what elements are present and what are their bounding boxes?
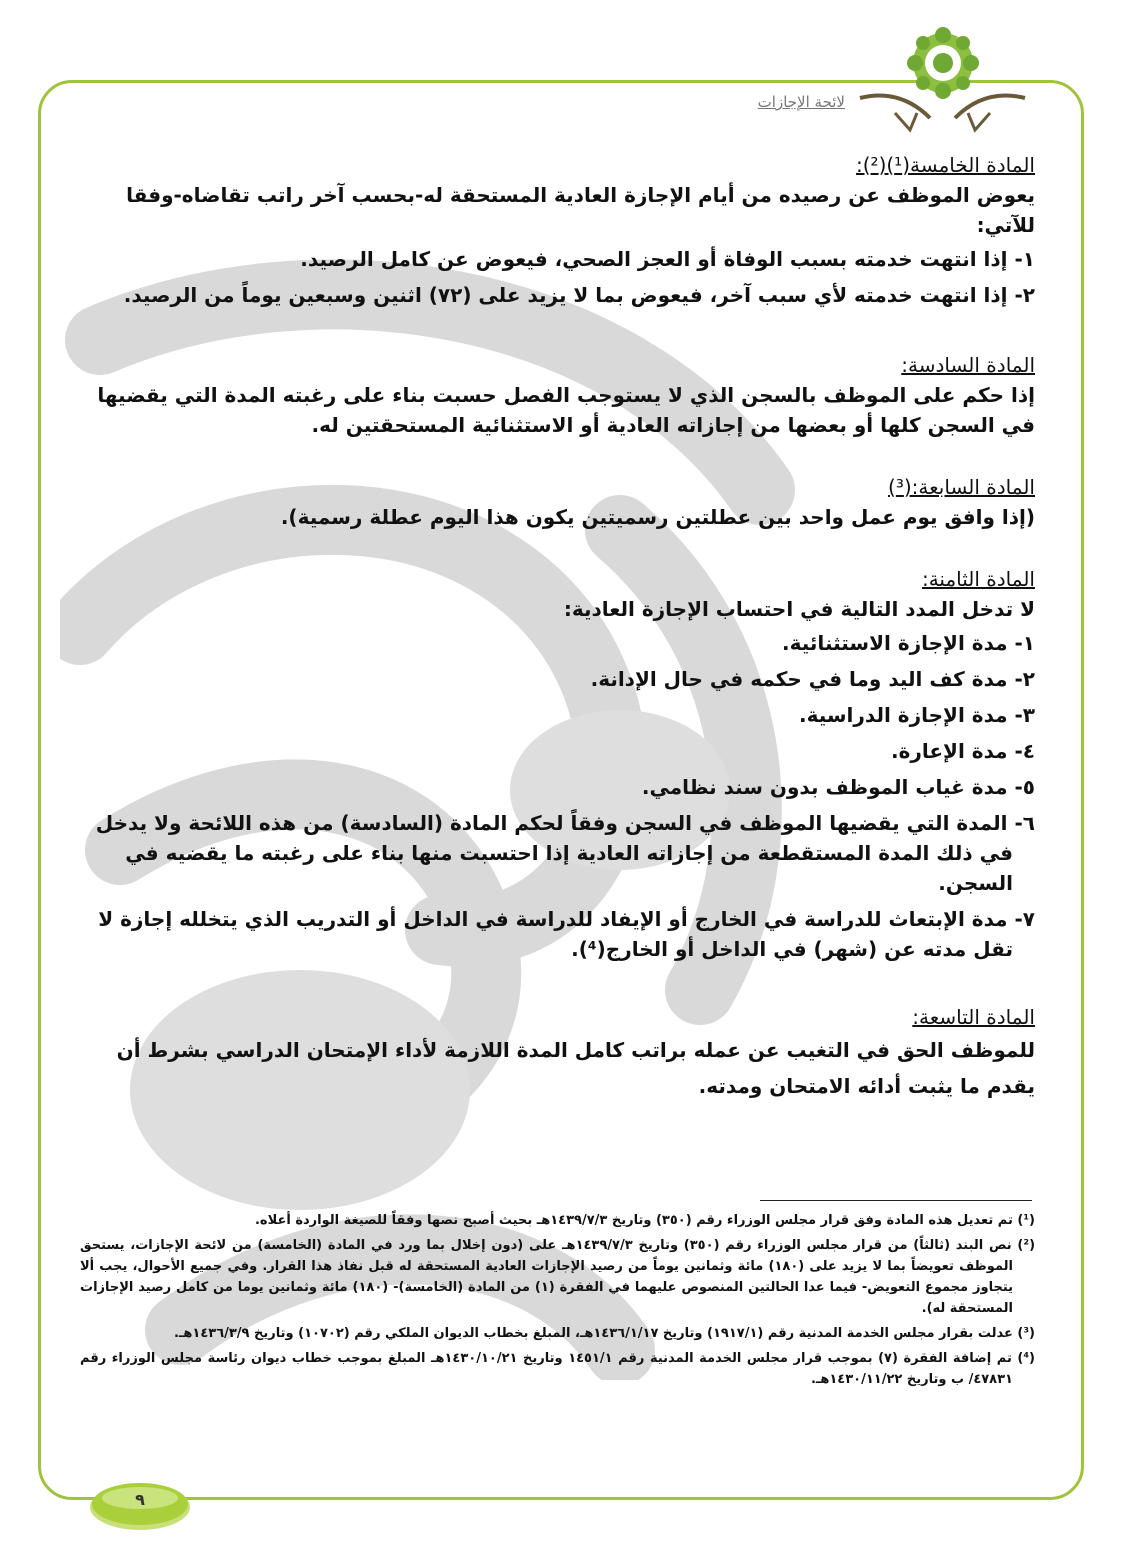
footnotes	[80, 1210, 1035, 1394]
list-item: ٤- مدة الإعارة.	[890, 739, 1035, 763]
articles-body	[80, 150, 1035, 1104]
article-6	[80, 350, 1035, 440]
article-text: (إذا وافق يوم عمل واحد بين عطلتين رسميتين يكون هذا اليوم عطلة رسمية).	[280, 505, 1035, 529]
footnote-2: (²) نص البند (ثالثاً) من قرار مجلس الوزراء رقم (٣٥٠) وتاريخ ١٤٣٩/٧/٣هـ على (دون إخلال بما ورد في المادة (الخامسة) من لائحة الإجازات، يستحق الموظف تعويضاً بما لا يزيد على (١٨٠) مائة وثمانين يوماً من رصيد الإجازات العادية المستحقة له قبل نفاذ هذا القرار. وفي جميع الأحوال، يجب ألا يتجاوز مجموع التعويض- فيما عدا الحالتين المنصوص عليهما في الفقرة (١) من المادة (الخامسة)- (١٨٠) مائة وثمانين يوما من كامل رصيد الإجازات المستحقة له).	[80, 1238, 1036, 1316]
list-item: ١- إذا انتهت خدمته بسبب الوفاة أو العجز الصحي، فيعوض عن كامل الرصيد.	[300, 247, 1035, 271]
document-title: لائحة الإجازات	[757, 93, 845, 111]
article-9	[80, 1002, 1035, 1104]
list-item: ٦- المدة التي يقضيها الموظف في السجن وفقاً لحكم المادة (السادسة) من هذه اللائحة ولا يدخل في ذلك المدة المستقطعة من إجازاته العادية إذا احتسبت منها بناء على رغبته ما يقضيه في السجن.	[95, 811, 1035, 895]
footnote-1: (¹) تم تعديل هذه المادة وفق قرار مجلس الوزراء رقم (٣٥٠) وتاريخ ١٤٣٩/٧/٣هـ بحيث أصبح نصها وفقاً للصيغة الواردة أعلاه.	[254, 1213, 1035, 1228]
article-text: للموظف الحق في التغيب عن عمله براتب كامل المدة اللازمة لأداء الإمتحان الدراسي بشرط أن يقدم ما يثبت أدائه الامتحان ومدته.	[116, 1038, 1035, 1098]
footnote-4: (⁴) تم إضافة الفقرة (٧) بموجب قرار مجلس الخدمة المدنية رقم ١٤٥١/١ وتاريخ ١٤٣٠/١٠/٢١هـ المبلغ بموجب خطاب ديوان رئاسة مجلس الوزراء رقم ٤٧٨٣١/ ب وتاريخ ١٤٣٠/١١/٢٢هـ.	[80, 1351, 1035, 1387]
article-text: يعوض الموظف عن رصيده من أيام الإجازة العادية المستحقة له-بحسب آخر راتب تقاضاه-وفقا للآتي:	[126, 183, 1035, 237]
article-title: المادة الثامنة:	[921, 567, 1035, 591]
article-text: إذا حكم على الموظف بالسجن الذي لا يستوجب الفصل حسبت بناء على رغبته المدة التي يقضيها في السجن كلها أو بعضها من إجازاته العادية أو الاستثنائية المستحقتين له.	[97, 383, 1035, 437]
article-5	[80, 150, 1035, 310]
page-number: ٩	[135, 1490, 145, 1509]
logo-emblem	[855, 18, 1030, 138]
list-item: ١- مدة الإجازة الاستثنائية.	[782, 631, 1035, 655]
footnote-divider	[760, 1200, 1032, 1201]
list-item: ٢- إذا انتهت خدمته لأي سبب آخر، فيعوض بما لا يزيد على (٧٢) اثنين وسبعين يوماً من الرصيد.	[123, 283, 1035, 307]
list-item: ٥- مدة غياب الموظف بدون سند نظامي.	[641, 775, 1035, 799]
article-title: المادة الخامسة(¹)(²):	[855, 153, 1035, 177]
article-title: المادة السابعة:(³)	[888, 475, 1035, 499]
footnote-3: (³) عدلت بقرار مجلس الخدمة المدنية رقم (١٩١٧/١) وتاريخ ١٤٣٦/١/١٧هـ، المبلغ بخطاب الديوان الملكي رقم (١٠٧٠٢) وتاريخ ١٤٣٦/٣/٩هـ.	[173, 1326, 1035, 1341]
list-item: ٢- مدة كف اليد وما في حكمه في حال الإدانة.	[590, 667, 1035, 691]
article-text: لا تدخل المدد التالية في احتساب الإجازة العادية:	[563, 597, 1035, 621]
list-item: ٧- مدة الإبتعاث للدراسة في الخارج أو الإيفاد للدراسة في الداخل أو التدريب الذي يتخلله إجازة لا تقل مدته عن (شهر) في الداخل أو الخارج(⁴).	[98, 907, 1035, 961]
article-title: المادة التاسعة:	[912, 1005, 1035, 1029]
list-item: ٣- مدة الإجازة الدراسية.	[799, 703, 1035, 727]
article-8	[80, 564, 1035, 964]
article-7	[80, 472, 1035, 532]
article-title: المادة السادسة:	[901, 353, 1035, 377]
